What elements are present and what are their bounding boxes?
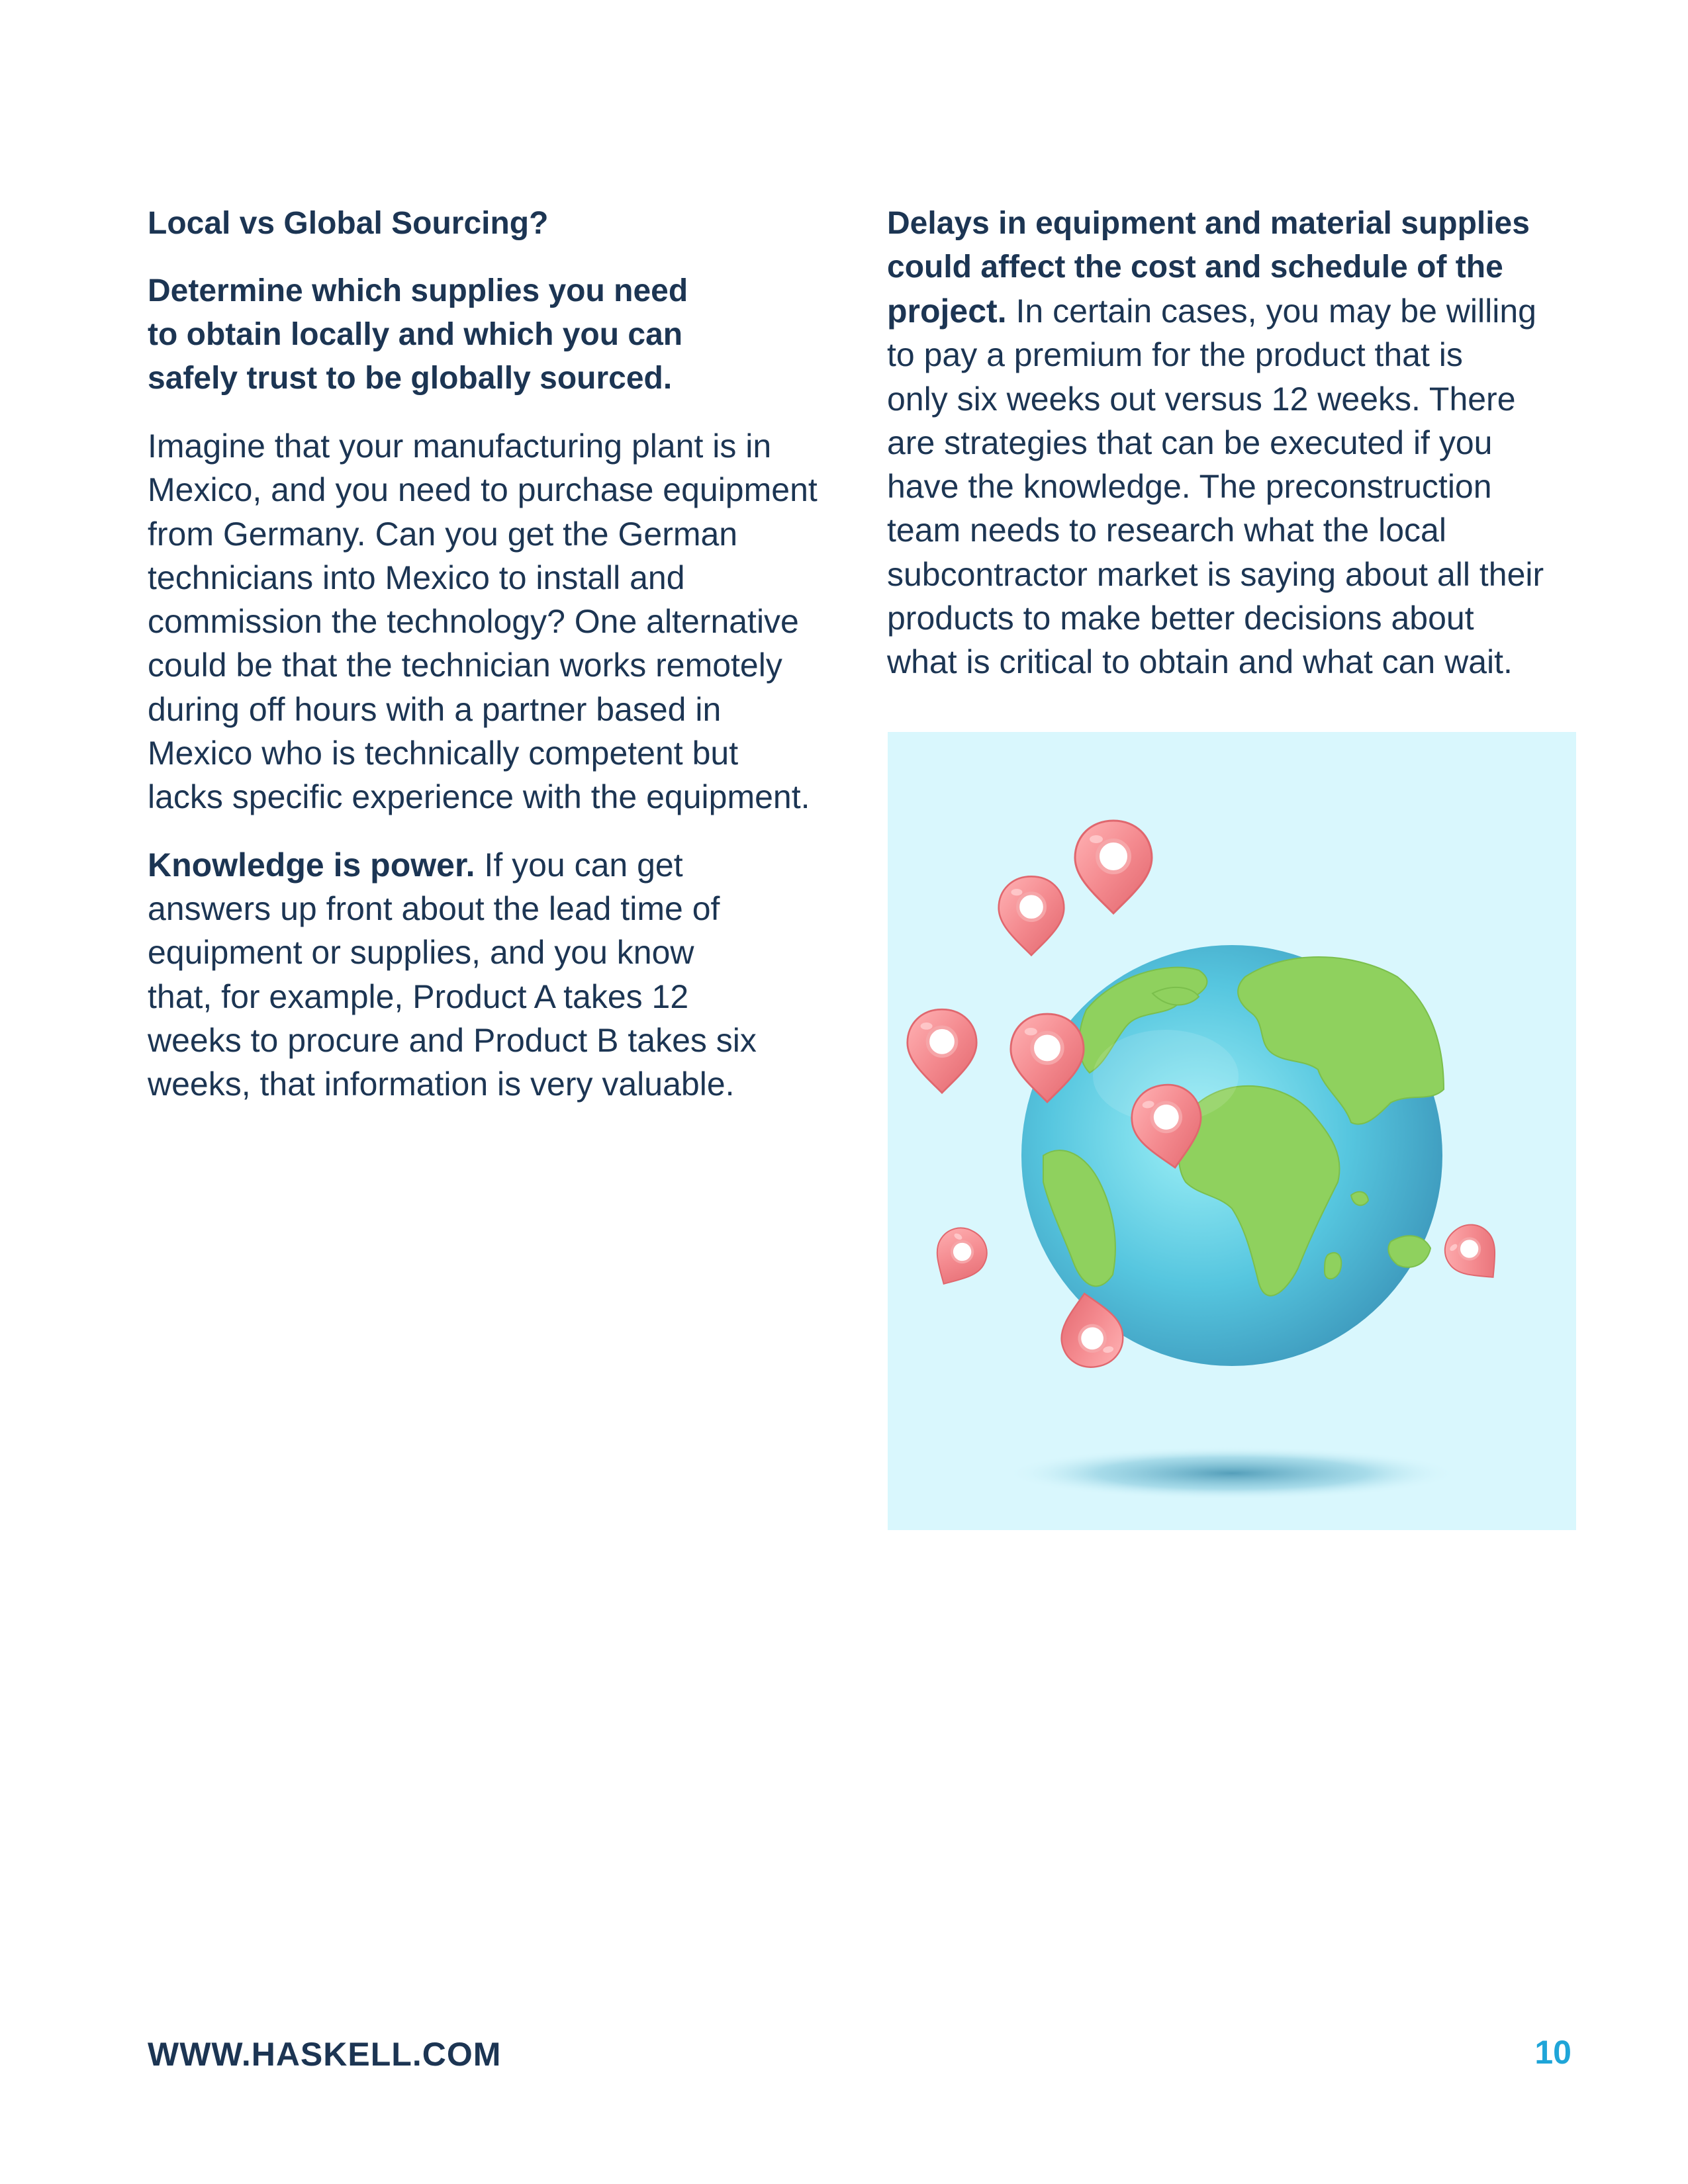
- paragraph-line: answers up front about the lead time of: [148, 889, 720, 927]
- lead-rest-text: If you can get: [475, 846, 683, 884]
- paragraph-line: technicians into Mexico to install and: [148, 559, 685, 596]
- paragraph-line: during off hours with a partner based in: [148, 690, 722, 728]
- paragraph-line: to pay a premium for the product that is: [887, 336, 1463, 374]
- paragraph-line: team needs to research what the local: [887, 512, 1446, 549]
- footer-url[interactable]: WWW.HASKELL.COM: [148, 2036, 502, 2073]
- paragraph-delays: [887, 202, 1589, 684]
- paragraph-line: weeks, that information is very valuable.: [148, 1066, 735, 1103]
- paragraph-line: Mexico, and you need to purchase equipment: [148, 471, 818, 509]
- globe-illustration: [888, 732, 1576, 1530]
- intro-bold-statement: [148, 269, 856, 400]
- paragraph-knowledge: [148, 843, 856, 1107]
- paragraph-line: subcontractor market is saying about all their: [887, 555, 1544, 593]
- paragraph-line: equipment or supplies, and you know: [148, 934, 694, 972]
- paragraph-bold-line: Delays in equipment and material supplies: [887, 206, 1530, 241]
- paragraph-line: what is critical to obtain and what can wait.: [887, 643, 1513, 681]
- paragraph-line: products to make better decisions about: [887, 600, 1474, 637]
- paragraph-line: weeks to procure and Product B takes six: [148, 1021, 757, 1059]
- paragraph-line: are strategies that can be executed if you: [887, 424, 1493, 461]
- paragraph-line: Imagine that your manufacturing plant is in: [148, 428, 772, 465]
- lead-rest-text: In certain cases, you may be willing: [1006, 293, 1536, 330]
- intro-line: safely trust to be globally sourced.: [148, 361, 673, 396]
- lead-bold-text: project.: [887, 293, 1007, 330]
- paragraph-line: could be that the technician works remotely: [148, 647, 782, 684]
- paragraph-line: [148, 843, 856, 887]
- page-number: 10: [1534, 2034, 1571, 2071]
- paragraph-line: from Germany. Can you get the German: [148, 515, 738, 553]
- right-column: [887, 202, 1589, 684]
- paragraph-line: have the knowledge. The preconstruction: [887, 468, 1492, 506]
- section-heading: Local vs Global Sourcing?: [148, 206, 549, 241]
- left-column: [148, 202, 856, 1106]
- paragraph-line: [887, 289, 1589, 333]
- intro-line: to obtain locally and which you can: [148, 317, 683, 352]
- globe-with-pins-icon: [888, 732, 1576, 1530]
- paragraph-bold-line: could affect the cost and schedule of the: [887, 250, 1503, 285]
- paragraph-manufacturing: [148, 424, 856, 819]
- paragraph-line: that, for example, Product A takes 12: [148, 978, 689, 1015]
- intro-line: Determine which supplies you need: [148, 273, 688, 308]
- paragraph-line: lacks specific experience with the equipment.: [148, 778, 810, 816]
- paragraph-line: only six weeks out versus 12 weeks. There: [887, 380, 1516, 418]
- lead-bold-text: Knowledge is power.: [148, 846, 475, 884]
- paragraph-line: commission the technology? One alternative: [148, 603, 799, 641]
- paragraph-line: Mexico who is technically competent but: [148, 735, 739, 772]
